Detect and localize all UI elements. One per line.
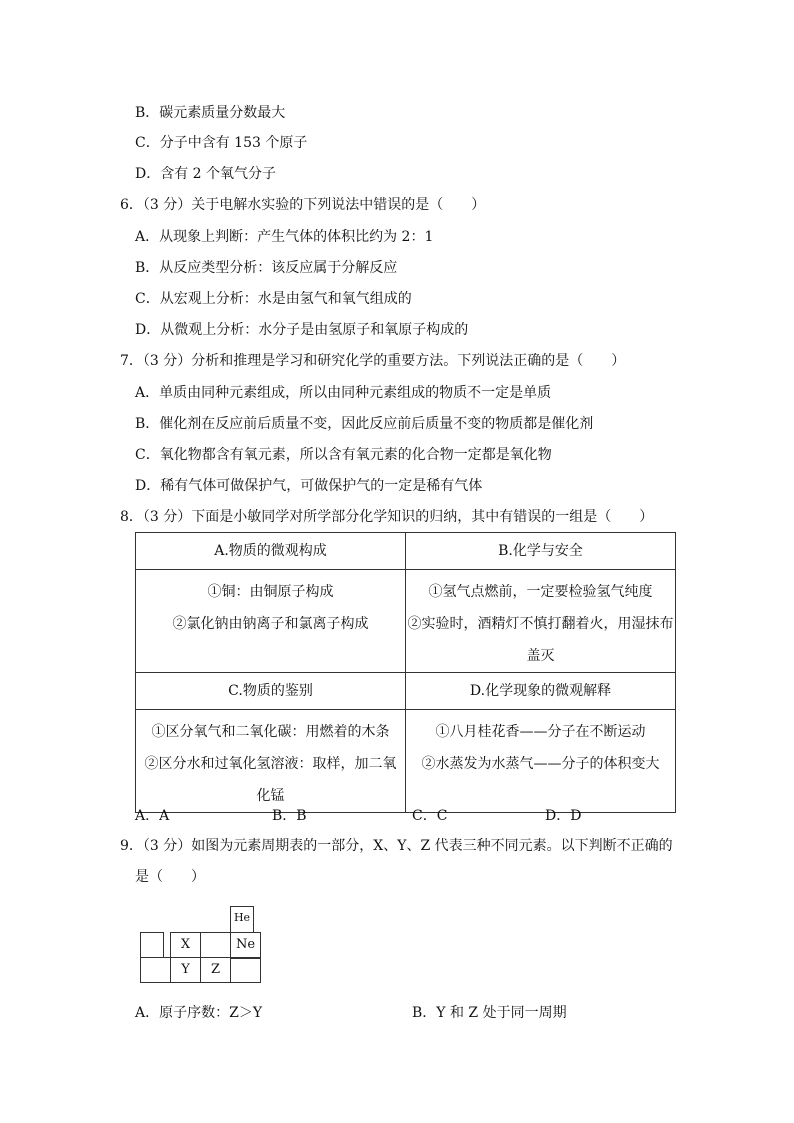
q7-option-a: A．单质由同种元素组成，所以由同种元素组成的物质不一定是单质 [135,385,552,401]
knowledge-table [135,532,676,813]
cell-b-head: B.化学与安全 [406,533,676,570]
q6-option-c: C．从宏观上分析：水是由氢气和氧气组成的 [135,291,412,307]
q7-option-b: B．催化剂在反应前后质量不变，因此反应前后质量不变的物质都是催化剂 [135,416,594,432]
cell-empty [200,932,231,958]
cell-a-line-2: ②氯化钠由钠离子和氯离子构成 [172,616,369,632]
cell-c-body [136,710,406,813]
cell-c-head: C.物质的鉴别 [136,673,406,710]
question-6: 6．（3 分）关于电解水实验的下列说法中错误的是（ ） [120,197,486,213]
cell-c-line-1: ①区分氧气和二氧化碳：用燃着的木条 [151,724,390,740]
cell-a-head: A.物质的微观构成 [136,533,406,570]
q8-choice-c: C．C [412,808,448,824]
cell-he: He [230,906,254,933]
table-row [136,673,676,710]
cell-empty [230,957,261,983]
q5-option-b: B．碳元素质量分数最大 [135,105,286,121]
q6-option-d: D．从微观上分析：水分子是由氢原子和氧原子构成的 [135,322,469,338]
cell-ne: Ne [230,932,261,959]
q9-option-b: B．Y 和 Z 处于同一周期 [412,1005,567,1021]
q8-choice-a: A．A [135,808,170,824]
cell-c-line-2: ②区分水和过氧化氢溶液：取样，加二氧 [144,756,397,772]
q7-option-d: D．稀有气体可做保护气，可做保护气的一定是稀有气体 [135,478,483,494]
table-row [136,710,676,813]
q5-option-c: C．分子中含有 153 个原子 [135,135,308,151]
periodic-table-fragment [140,906,260,984]
q7-option-c: C．氧化物都含有氧元素，所以含有氧元素的化合物一定都是氧化物 [135,447,552,463]
cell-b-line-2: ②实验时，酒精灯不慎打翻着火，用湿抹布 [407,616,674,632]
cell-empty [140,932,164,958]
cell-x: X [170,932,201,958]
q6-option-b: B．从反应类型分析：该反应属于分解反应 [135,260,398,276]
q8-choice-d: D．D [545,808,582,824]
cell-d-body [406,710,676,813]
cell-b-line-1: ①氢气点燃前，一定要检验氢气纯度 [428,584,653,600]
cell-b-body [406,570,676,673]
cell-y: Y [170,957,201,983]
question-7: 7．（3 分）分析和推理是学习和研究化学的重要方法。下列说法正确的是（ ） [120,353,626,369]
cell-z: Z [200,957,231,983]
question-9-line-1: 9．（3 分）如图为元素周期表的一部分，X、Y、Z 代表三种不同元素。以下判断不正确的 [120,838,673,854]
cell-d-line-2: ②水蒸发为水蒸气——分子的体积变大 [421,756,660,772]
table-row [136,570,676,673]
q9-option-a: A．原子序数：Z＞Y [135,1005,263,1021]
q5-option-d: D．含有 2 个氧气分子 [135,166,277,182]
cell-empty [140,957,171,983]
table-row [136,533,676,570]
cell-b-line-3: 盖灭 [526,648,555,664]
question-9-line-2: 是（ ） [135,869,205,885]
cell-a-line-1: ①铜：由铜原子构成 [207,584,334,600]
q8-choice-b: B．B [272,808,307,824]
cell-c-line-3: 化锰 [256,788,285,804]
cell-d-line-1: ①八月桂花香——分子在不断运动 [435,724,646,740]
cell-d-head: D.化学现象的微观解释 [406,673,676,710]
q8-choices [135,805,695,825]
cell-a-body [136,570,406,673]
question-8: 8．（3 分）下面是小敏同学对所学部分化学知识的归纳，其中有错误的一组是（ ） [120,509,654,525]
q6-option-a: A．从现象上判断：产生气体的体积比约为 2：1 [135,229,434,245]
